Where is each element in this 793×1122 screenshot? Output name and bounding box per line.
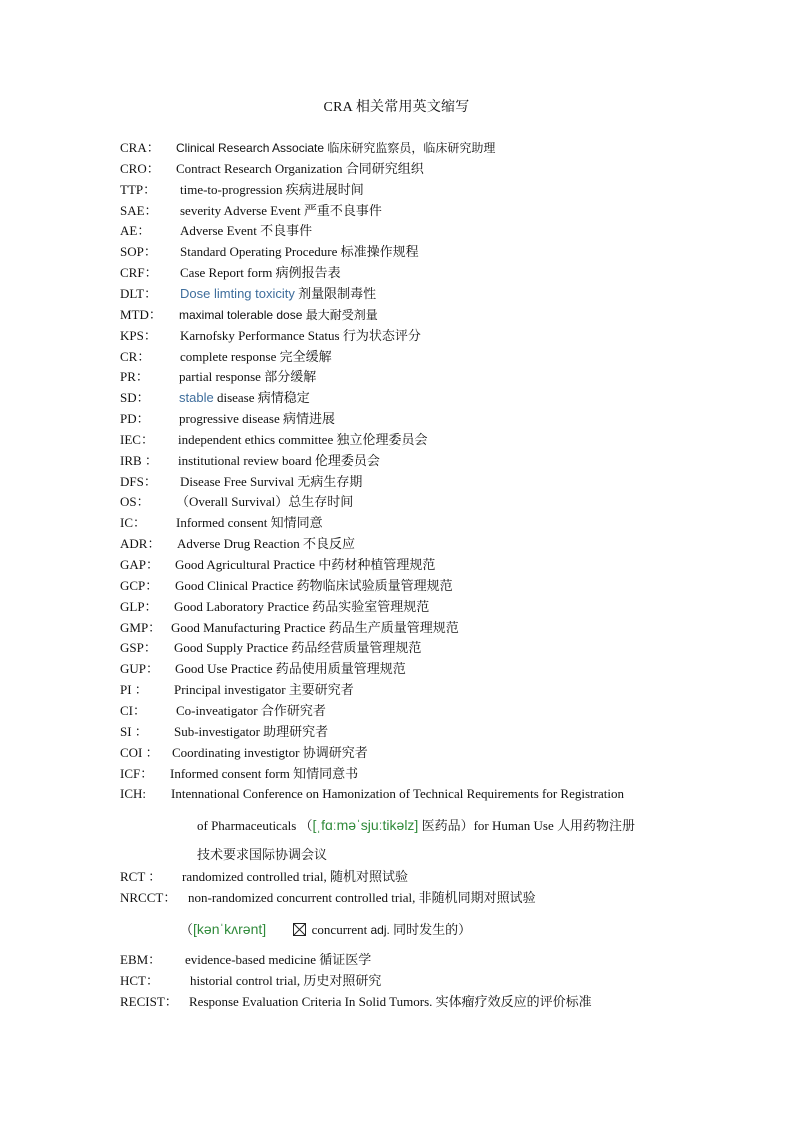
entry-text: Good Manufacturing Practice 药品生产质量管理规范 [171,619,459,635]
entry-text: Standard Operating Procedure 标准操作规程 [180,244,419,260]
phonetic-concurrent: [kənˈkʌrənt] [193,921,267,937]
entry-text-rest: 剂量限制毒性 [294,285,377,301]
entry-abbr: PR： [120,369,149,385]
entry-abbr: KPS： [120,327,157,343]
highlighted-term: stable [179,390,214,406]
entry-abbr: PI ： [120,682,148,698]
entry-text: randomized controlled trial, 随机对照试验 [182,869,409,884]
entry-text: Good Clinical Practice 药物临床试验质量管理规范 [175,577,453,593]
entry-text: of Pharmaceuticals （ [197,818,313,833]
entry-text: Case Report form 病例报告表 [180,265,341,281]
entry-text: Clinical Research Associate 临床研究监察员，临床研究助理 [176,141,496,155]
note-meaning: 同时发生的） [393,922,472,937]
entry-text: Intennational Conference on Hamonization of Technical Requirements for Registration [171,786,624,801]
entry-text: Adverse Event 不良事件 [180,223,313,239]
entry-abbr: DLT： [120,285,158,301]
entry-text: Informed consent 知情同意 [176,515,323,531]
entry-text: Adverse Drug Reaction 不良反应 [177,536,355,552]
entry-abbr: CRO： [120,160,160,176]
entry-text: Co-inveatigator 合作研究者 [176,702,326,718]
entry-abbr: MTD： [120,306,162,322]
page-title: CRA 相关常用英文缩写 [323,100,470,115]
entry-text: historial control trial, 历史对照研究 [190,973,382,988]
entry-text: Good Laboratory Practice 药品实验室管理规范 [174,598,430,614]
entry-abbr: CI： [120,702,147,718]
entry-text [179,389,310,407]
highlighted-term: Dose limting toxicity [180,285,295,301]
entry-abbr: EBM： [120,952,162,967]
entry-abbr: ICH: [120,786,146,801]
entry-text: Good Use Practice 药品使用质量管理规范 [175,661,406,677]
entry-abbr: DFS： [120,473,157,489]
entry-abbr: HCT： [120,973,160,988]
entry-abbr: CRA： [120,140,160,155]
entry-text [180,285,376,303]
crossed-box-icon [293,923,306,936]
entry-text: （Overall Survival）总生存时间 [176,494,354,510]
entry-text: independent ethics committee 独立伦理委员会 [178,431,428,447]
entry-abbr: SAE： [120,202,158,218]
entry-abbr: GLP： [120,598,158,614]
entry-abbr: RCT ： [120,869,162,884]
entry-abbr: TTP： [120,181,157,197]
entry-abbr: COI ： [120,744,159,760]
entry-abbr: AE： [120,223,151,239]
entry-text-rest: disease 病情稳定 [213,390,310,406]
entry-text: progressive disease 病情进展 [179,411,335,427]
entry-text: time-to-progression 疾病进展时间 [180,181,364,197]
entry-abbr: GAP： [120,557,160,572]
entry-text: partial response 部分缓解 [179,369,317,385]
entry-abbr: GCP： [120,577,159,593]
entry-ich-line3: 技术要求国际协调会议 [197,847,328,862]
concurrent-note [180,920,471,939]
entry-abbr: SD： [120,390,150,406]
entry-text: Contract Research Organization 合同研究组织 [176,160,424,176]
entry-text: non-randomized concurrent controlled trial, 非随机同期对照试验 [188,890,536,905]
entry-abbr: RECIST： [120,994,178,1009]
entry-text: Response Evaluation Criteria In Solid Tumors. 实体瘤疗效反应的评价标准 [189,994,592,1009]
entry-text: maximal tolerable dose 最大耐受剂量 [179,307,378,322]
entry-abbr: IEC： [120,431,154,447]
entry-abbr: GMP： [120,619,162,635]
entry-abbr: GUP： [120,661,160,677]
note-pos: adj. [370,923,390,937]
entry-text: evidence-based medicine 循证医学 [185,952,372,967]
entry-abbr: ADR： [120,536,161,552]
entry-text: complete response 完全缓解 [180,348,332,364]
entry-text: Disease Free Survival 无病生存期 [180,473,363,489]
entry-abbr: CRF： [120,265,158,281]
phonetic-pharmaceuticals: [ˌfɑːməˈsjuːtikəlz] [312,817,419,833]
entry-text: Informed consent form 知情同意书 [170,765,359,781]
entry-text: Coordinating investigtor 协调研究者 [172,744,368,760]
entry-text: Good Agricultural Practice 中药材种植管理规范 [175,557,436,572]
entry-text: 医药品）for Human Use 人用药物注册 [418,818,635,833]
entry-abbr: IRB ： [120,452,158,468]
entry-abbr: CR： [120,348,151,364]
entry-text: Karnofsky Performance Status 行为状态评分 [180,327,421,343]
note-open-paren: （ [180,922,194,937]
entry-abbr: GSP： [120,640,157,656]
entry-abbr: OS： [120,494,150,510]
entry-abbr: SOP： [120,244,157,260]
entry-abbr: ICF： [120,765,154,781]
entry-abbr: IC： [120,515,147,531]
entry-text: severity Adverse Event 严重不良事件 [180,202,382,218]
entry-text: institutional review board 伦理委员会 [178,452,380,468]
note-word: concurrent [311,922,368,937]
entry-abbr: SI ： [120,723,148,739]
entry-text: Good Supply Practice 药品经营质量管理规范 [174,640,422,656]
entry-ich-line2 [197,816,635,835]
entry-abbr: NRCCT： [120,890,177,905]
entry-abbr: PD： [120,411,150,427]
entry-text: Principal investigator 主要研究者 [174,682,354,698]
entry-text: Sub-investigator 助理研究者 [174,723,329,739]
